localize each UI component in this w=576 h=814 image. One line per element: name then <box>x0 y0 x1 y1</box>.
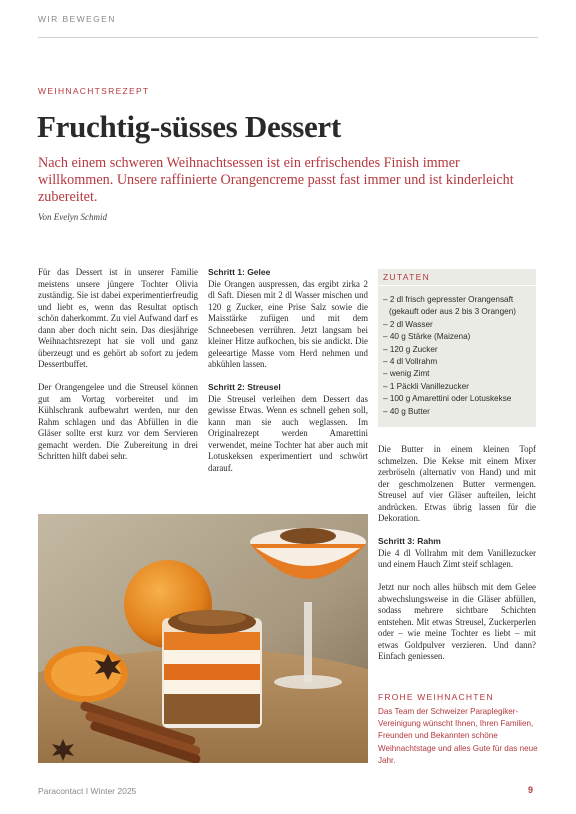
step-2 <box>208 382 368 474</box>
ingredients-box <box>378 269 536 427</box>
ingredient-item: – wenig Zimt <box>383 369 430 379</box>
ingredients-divider <box>378 285 536 286</box>
step-3-text: Die 4 dl Vollrahm mit dem Vanillezucker und einem Hauch Zimt steif schlagen. <box>378 547 536 569</box>
greeting-text: Das Team der Schweizer Paraplegiker-Vereinigung wünscht Ihnen, Ihren Familien, Freunden und Bekannten schöne Weihnachtstage und alles Gute für das neue Jahr. <box>378 707 538 765</box>
step-1 <box>208 267 368 371</box>
ingredient-item: – 120 g Zucker <box>383 344 438 354</box>
season-greeting <box>378 692 538 767</box>
ingredient-item: (gekauft oder aus 2 bis 3 Orangen) <box>389 307 516 317</box>
ingredient-item: – 40 g Stärke (Maizena) <box>383 332 471 342</box>
page-number: 9 <box>528 785 534 795</box>
paragraph: Jetzt nur noch alles hübsch mit dem Gelee abwechslungsweise in die Gläser abfüllen, sodass mehrere sichtbare Schichten entstehen. Mit etwas Streusel, Zuckerperlen oder – wie meine Tochter es liebt – mit etwas Goldpulver verzieren. Und dann? Einfach geniessen. <box>378 582 536 661</box>
article-title: Fruchtig-süsses Dessert <box>37 109 341 144</box>
ingredient-item: – 100 g Amarettini oder Lotuskekse <box>383 394 512 404</box>
step-2-heading: Schritt 2: Streusel <box>208 382 281 392</box>
greeting-title: FROHE WEIHNACHTEN <box>378 692 494 702</box>
footer-publication: Paracontact I Winter 2025 <box>38 786 137 796</box>
article-lead: Nach einem schweren Weihnachtsessen ist ein erfrischendes Finish immer willkommen. Unsere raffinierte Orangencreme passt fast immer und ist kinderleicht zubereitet. <box>38 155 514 205</box>
section-label: WIR BEWEGEN <box>38 14 116 24</box>
ingredient-item: – 2 dl Wasser <box>383 319 433 329</box>
step-3-heading: Schritt 3: Rahm <box>378 536 441 546</box>
step-1-text: Die Orangen auspressen, das ergibt zirka 2 dl Saft. Diesen mit 2 dl Wasser mischen und 120 g Zucker, eine Prise Salz sowie die Maisstärke zufügen und mit dem Schneebesen verrühren. Jetzt langsam bei kleiner Hitze aufkochen, bis sie andickt. Die geleeartige Masse vom Herd nehmen und abkühlen lassen. <box>208 278 368 369</box>
body-column-2 <box>208 267 368 486</box>
paragraph: Der Orangengelee und die Streusel können gut am Vortag vorbereitet und im Kühlschrank aufbewahrt werden, nur den Rahm schlagen und das Abfüllen in die Gläser sollte erst kurz vor dem Servieren gemacht werden. Die Zubereitung in drei Schritten hilft dabei sehr. <box>38 382 198 461</box>
ingredient-item: – 2 dl frisch gepresster Orangensaft <box>383 295 514 304</box>
dessert-photo <box>38 514 368 763</box>
ingredient-item: – 40 g Butter <box>383 406 430 416</box>
header-rule <box>38 37 538 38</box>
paragraph: Die Butter in einem kleinen Topf schmelzen. Die Kekse mit einem Mixer zerbröseln (alternativ von Hand) und mit der geschmolzenen Butter vermengen. Streusel auf vier Gläser aufteilen, leicht andrücken. Etwas übrig lassen für die Dekoration. <box>378 444 536 523</box>
ingredients-list <box>383 294 535 418</box>
step-3 <box>378 536 536 571</box>
dessert-illustration <box>38 514 368 763</box>
article-kicker: WEIHNACHTSREZEPT <box>38 86 150 96</box>
ingredient-item: – 1 Päckli Vanillezucker <box>383 381 469 391</box>
step-1-heading: Schritt 1: Gelee <box>208 267 271 277</box>
ingredients-title: ZUTATEN <box>383 272 431 282</box>
ingredient-item: – 4 dl Vollrahm <box>383 357 438 367</box>
step-2-text: Die Streusel verleihen dem Dessert das gewisse Etwas. Wenn es schnell gehen soll, kann man sie auch weglassen. Im Originalrezept werden Amarettini verwendet, meine Tochter hat aber auch mit Lotuskeksen experimentiert und schwört darauf. <box>208 393 368 473</box>
article-byline: Von Evelyn Schmid <box>38 212 107 222</box>
body-column-3 <box>378 444 536 674</box>
paragraph: Für das Dessert ist in unserer Familie meistens unsere jüngere Tochter Olivia zuständig. Sie ist dabei experimentierfreudig und liebt es, wenn das Resultat optisch schön daherkommt. Zu viel Aufwand darf es dann aber doch nicht sein. Das diesjährige Weihnachtsrezept hat sie voll und ganz überzeugt und es gehört ab sofort zu jedem Dessertbuffet. <box>38 267 198 369</box>
body-column-1 <box>38 267 198 474</box>
dessert-glass-front <box>162 610 262 728</box>
